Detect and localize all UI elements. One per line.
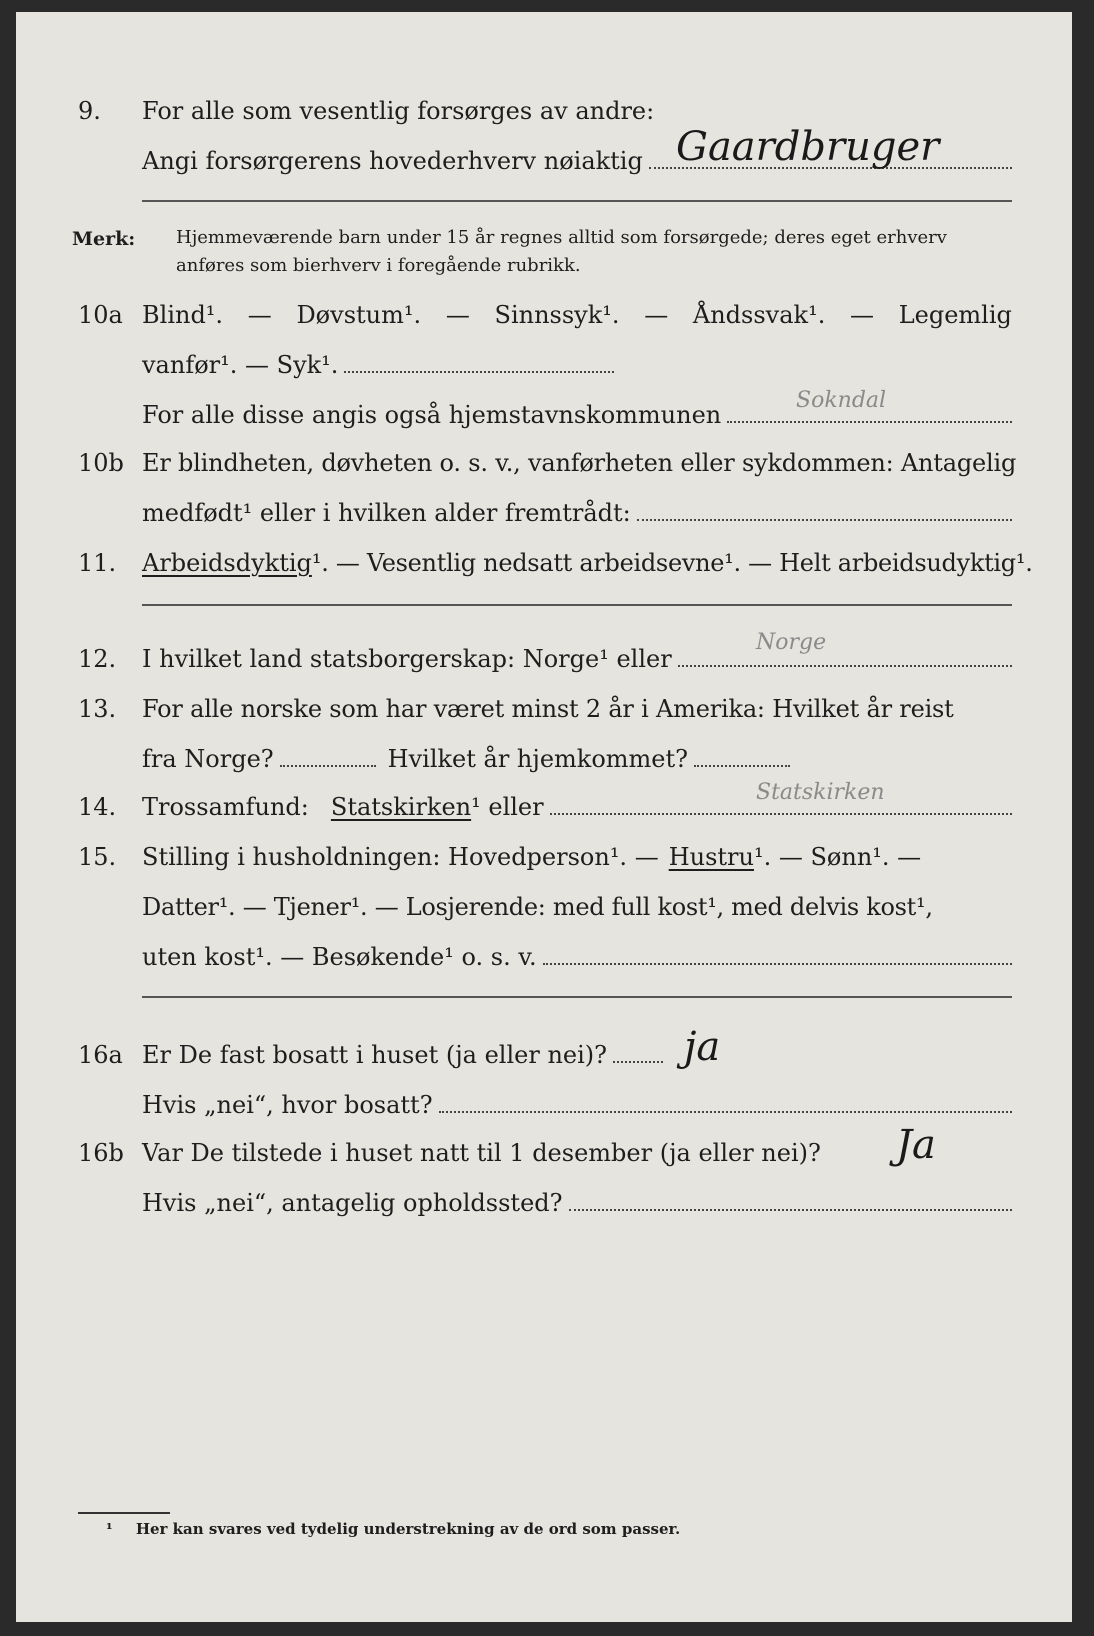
q10b-question: Er blindheten, døvheten o. s. v., vanførheten eller sykdommen: Antagelig bbox=[142, 449, 1017, 477]
q11-arbeidsdyktig-underlined: Arbeidsdyktig bbox=[142, 549, 312, 577]
q10a-dash: — bbox=[445, 301, 470, 329]
q10a-andssvak: Åndssvak¹. bbox=[692, 301, 826, 329]
q10a-line1 bbox=[16, 298, 1012, 332]
q11-options: ¹. — Vesentlig nedsatt arbeidsevne¹. — Helt arbeidsudyktig¹. bbox=[311, 549, 1033, 577]
q10a-blind: Blind¹. bbox=[142, 301, 224, 329]
q10b-prompt: medfødt¹ eller i hvilken alder fremtrådt: bbox=[142, 499, 631, 527]
q14-number: 14. bbox=[78, 793, 117, 821]
q15-sonn: ¹. — Sønn¹. — bbox=[753, 843, 922, 871]
q16a-number: 16a bbox=[78, 1041, 123, 1069]
q15-stilling-prompt: Stilling i husholdningen: Hovedperson¹. — bbox=[142, 843, 659, 871]
q10b-answer-line[interactable] bbox=[637, 519, 1012, 521]
q16a-line1 bbox=[16, 1038, 1012, 1072]
q15-hustru-underlined: Hustru bbox=[668, 843, 754, 871]
q15-besokende: uten kost¹. — Besøkende¹ o. s. v. bbox=[142, 943, 537, 971]
q10b-line2 bbox=[16, 496, 1012, 530]
q10a-hjemstavn-prompt: For alle disse angis også hjemstavnskommunen bbox=[142, 401, 722, 429]
q12-question: I hvilket land statsborgerskap: Norge¹ eller bbox=[142, 645, 672, 673]
footnote-mark: ¹ bbox=[106, 1520, 113, 1538]
merk-note bbox=[176, 224, 1012, 280]
q9-number: 9. bbox=[78, 97, 101, 125]
q10a-sinnssyk: Sinnssyk¹. bbox=[494, 301, 620, 329]
q16b-line2 bbox=[16, 1186, 1012, 1220]
q16b-answer-line[interactable] bbox=[569, 1209, 1012, 1211]
q13-line2 bbox=[16, 742, 1012, 776]
q15-number: 15. bbox=[78, 843, 117, 871]
q10a-hjemstavn-answer-line[interactable] bbox=[727, 421, 1012, 423]
q9-handwritten-answer: Gaardbruger bbox=[676, 124, 940, 170]
q9-extra-line bbox=[142, 200, 1012, 202]
q10a-dovstum: Døvstum¹. bbox=[296, 301, 422, 329]
q10a-dash: — bbox=[247, 301, 272, 329]
q10b-number: 10b bbox=[78, 449, 124, 477]
footnote bbox=[106, 1520, 680, 1538]
q13-number: 13. bbox=[78, 695, 117, 723]
merk-label: Merk: bbox=[72, 228, 136, 250]
q10a-vanfor-syk: vanfør¹. — Syk¹. bbox=[142, 351, 339, 379]
q15-options: Datter¹. — Tjener¹. — Losjerende: med full kost¹, med delvis kost¹, bbox=[142, 893, 933, 921]
q16b-handwritten-answer: Ja bbox=[896, 1122, 936, 1168]
q9-prompt: Angi forsørgerens hovederhverv nøiaktig bbox=[142, 147, 643, 175]
q16b-question: Var De tilstede i huset natt til 1 desember (ja eller nei)? bbox=[142, 1139, 821, 1167]
q13-reist-prompt: fra Norge? bbox=[142, 745, 274, 773]
q11-extra-line bbox=[142, 604, 1012, 606]
q13-line1 bbox=[16, 692, 1012, 726]
q15-answer-line[interactable] bbox=[543, 963, 1012, 965]
q16b-opholdssted-prompt: Hvis „nei“, antagelig opholdssted? bbox=[142, 1189, 563, 1217]
q12-handwritten-answer: Norge bbox=[756, 630, 827, 655]
q16a-answer-line[interactable] bbox=[613, 1061, 663, 1063]
q16a-bosatt-answer-line[interactable] bbox=[439, 1111, 1012, 1113]
q14-handwritten-answer: Statskirken bbox=[756, 780, 885, 805]
q14-eller: ¹ eller bbox=[471, 793, 544, 821]
q11-number: 11. bbox=[78, 549, 117, 577]
q9-question: For alle som vesentlig forsørges av andre: bbox=[142, 97, 655, 125]
q15-line2 bbox=[16, 890, 1012, 924]
census-form-page bbox=[16, 12, 1072, 1622]
q16a-question: Er De fast bosatt i huset (ja eller nei)? bbox=[142, 1041, 608, 1069]
q10b-line1 bbox=[16, 446, 1017, 480]
q16a-handwritten-answer: ja bbox=[684, 1024, 721, 1070]
merk-line2: anføres som bierhverv i foregående rubrikk. bbox=[176, 255, 581, 276]
q12-answer-line[interactable] bbox=[678, 665, 1012, 667]
q15-extra-line bbox=[142, 996, 1012, 998]
q12-line bbox=[16, 642, 1012, 676]
q10a-line2 bbox=[16, 348, 1012, 382]
q10a-dash: — bbox=[850, 301, 875, 329]
q13-question: For alle norske som har været minst 2 år i Amerika: Hvilket år reist bbox=[142, 695, 954, 723]
q10a-dash: — bbox=[644, 301, 669, 329]
q10a-legemlig: Legemlig bbox=[898, 301, 1012, 329]
q14-statskirken-underlined: Statskirken bbox=[330, 793, 472, 821]
q9-line1 bbox=[16, 94, 1012, 128]
q15-line1 bbox=[16, 840, 1012, 874]
q12-number: 12. bbox=[78, 645, 117, 673]
footnote-text: Her kan svares ved tydelig understrekning av de ord som passer. bbox=[135, 1520, 681, 1538]
q13-hjemkommet-prompt: Hvilket år hjemkommet? bbox=[387, 745, 689, 773]
q16b-line1 bbox=[16, 1136, 1012, 1170]
q10a-number: 10a bbox=[78, 301, 123, 329]
q11-line bbox=[16, 546, 1033, 580]
q15-line3 bbox=[16, 940, 1012, 974]
footnote-rule bbox=[78, 1512, 170, 1514]
q13-hjemkommet-answer-line[interactable] bbox=[694, 765, 790, 767]
q10a-handwritten-answer: Sokndal bbox=[796, 388, 887, 413]
q14-answer-line[interactable] bbox=[550, 813, 1012, 815]
q13-reist-answer-line[interactable] bbox=[280, 765, 376, 767]
q16a-bosatt-prompt: Hvis „nei“, hvor bosatt? bbox=[142, 1091, 433, 1119]
q16a-line2 bbox=[16, 1088, 1012, 1122]
merk-line1: Hjemmeværende barn under 15 år regnes alltid som forsørgede; deres eget erhverv bbox=[176, 227, 947, 248]
q14-label: Trossamfund: bbox=[142, 793, 309, 821]
q16b-number: 16b bbox=[78, 1139, 124, 1167]
q10a-syk-answer-line[interactable] bbox=[344, 371, 614, 373]
